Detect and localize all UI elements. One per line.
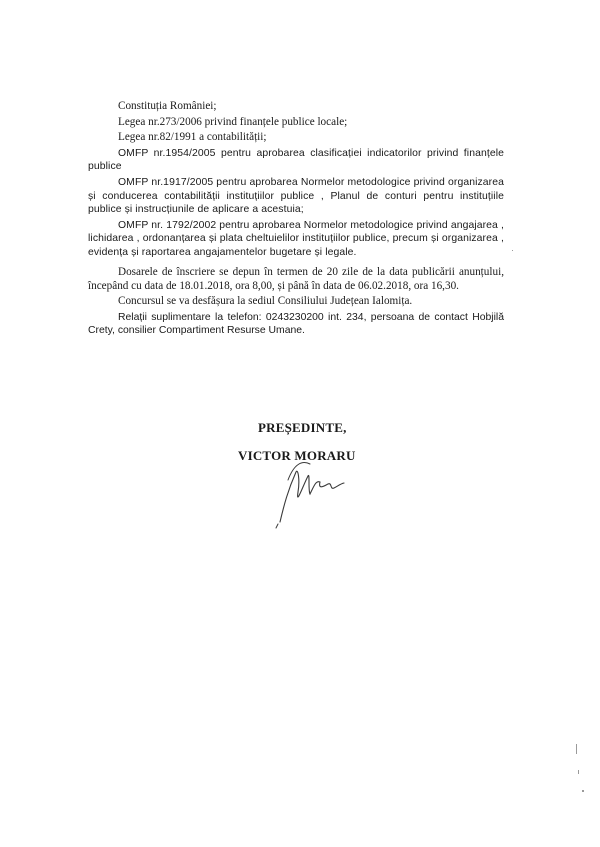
scan-mark xyxy=(582,790,584,792)
contact-paragraph: Relații suplimentare la telefon: 0243230200 int. 234, persoana de contact Hobjilă Crety, consilier Compartiment Resurse Umane. xyxy=(88,311,504,337)
handwritten-signature xyxy=(258,450,358,530)
scan-mark xyxy=(576,744,577,754)
contest-location-paragraph: Concursul se va desfășura la sediul Consiliului Județean Ialomița. xyxy=(118,295,413,308)
scan-mark xyxy=(578,770,579,774)
signatory-name: VICTOR MORARU xyxy=(238,448,356,463)
reference-item: Legea nr.273/2006 privind finanțele publice locale; xyxy=(118,115,348,128)
signatory-title: PREȘEDINTE, xyxy=(258,420,347,435)
reference-item: Legea nr.82/1991 a contabilității; xyxy=(118,131,267,144)
scan-mark xyxy=(512,250,513,251)
application-info xyxy=(88,266,504,340)
submission-paragraph: Dosarele de înscriere se depun în termen de 20 zile de la data publicării anunțului, începând cu data de 18.01.2018, ora 8,00, și până în data de 06.02.2018, ora 16,30. xyxy=(88,266,504,292)
reference-item: Constituția României; xyxy=(118,100,217,112)
reference-item: OMFP nr.1917/2005 pentru aprobarea Normelor metodologice privind organizarea și conducerea contabilității instituțiilor publice , Planul de conturi pentru instituțiile publice și instrucțiunile de aplicare a acestuia; xyxy=(88,176,504,216)
legal-references xyxy=(88,100,504,262)
reference-item: OMFP nr.1954/2005 pentru aprobarea clasificației indicatorilor privind finanțele publice xyxy=(88,147,504,173)
reference-item: OMFP nr. 1792/2002 pentru aprobarea Normelor metodologice privind angajarea , lichidarea , ordonanțarea și plata cheltuielilor instituțiilor publice, precum și organizarea , evidența și raportarea angajamentelor bugetare și legale. xyxy=(88,219,504,258)
